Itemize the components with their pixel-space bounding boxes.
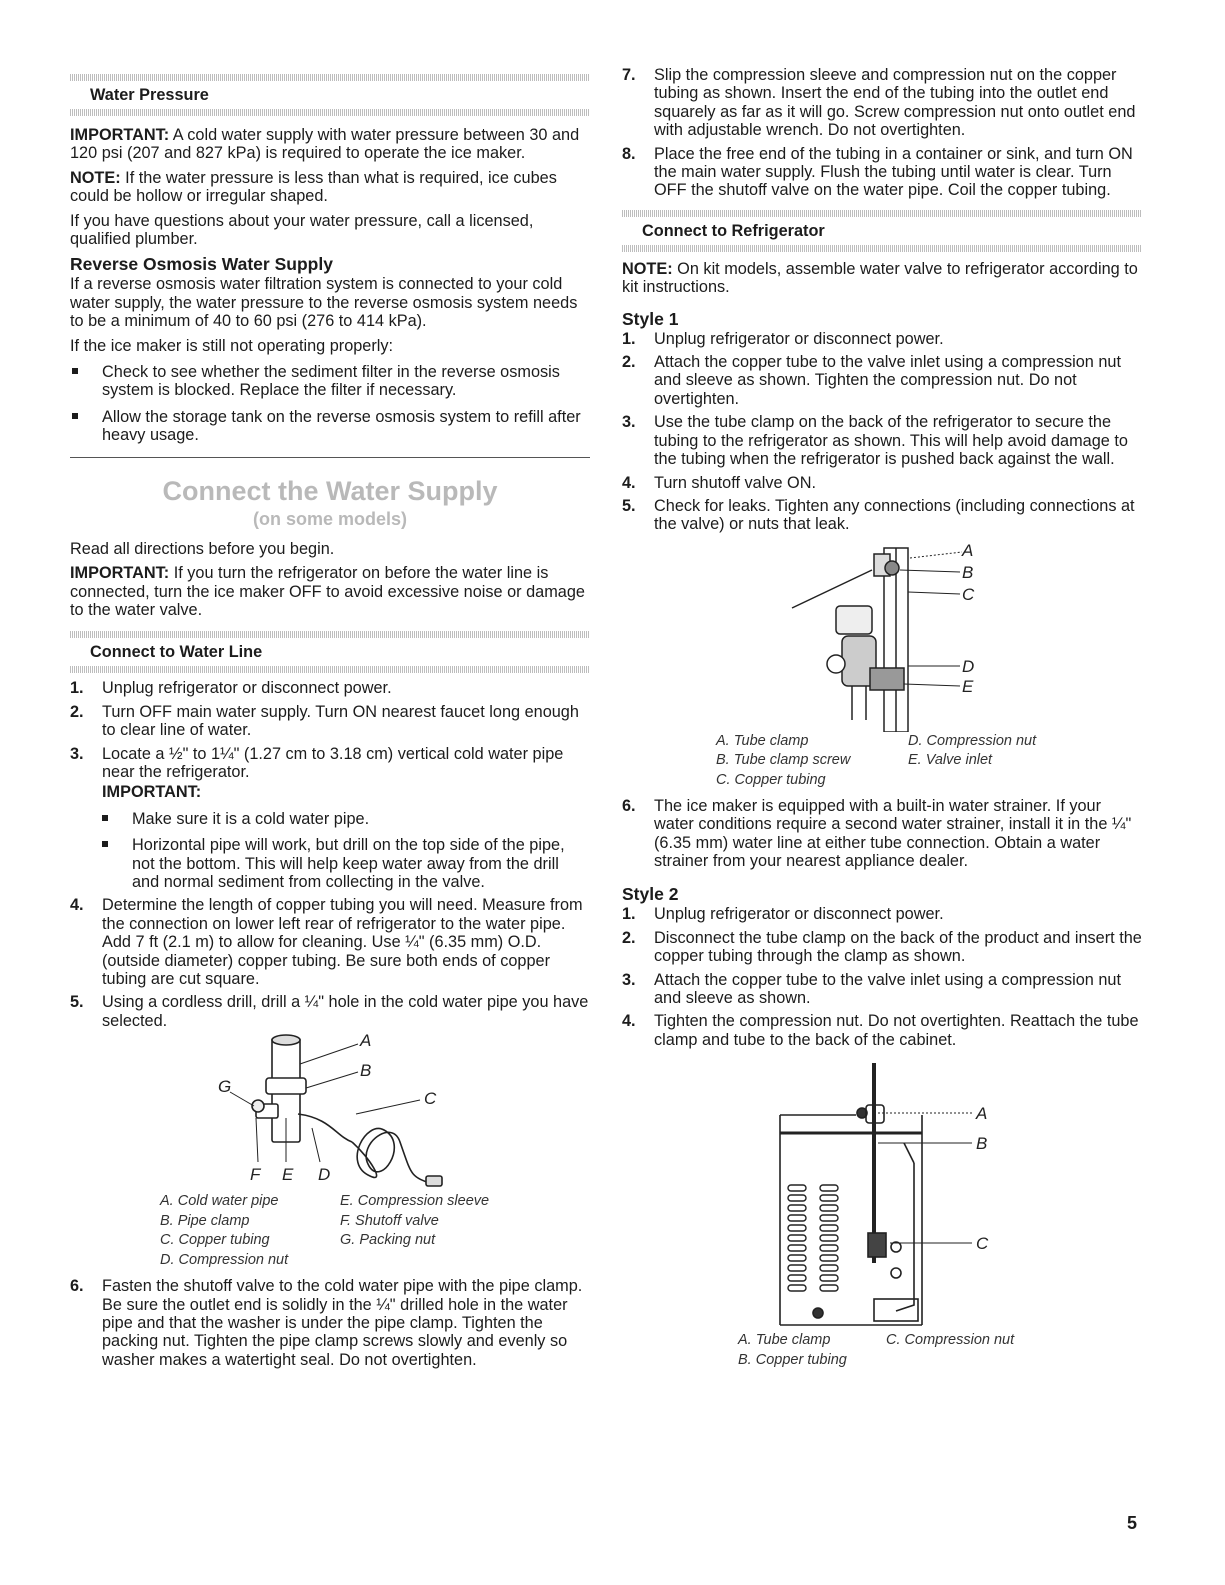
caption-column-right bbox=[908, 732, 1036, 771]
note-text: If the water pressure is less than what is required, ice cubes could be hollow or irregular shaped. bbox=[70, 168, 557, 206]
step-number: 6. bbox=[70, 1277, 84, 1296]
section-band bbox=[70, 631, 590, 638]
caption: C. Compression nut bbox=[886, 1332, 1015, 1349]
right-column bbox=[622, 66, 1142, 1375]
sub-bullets bbox=[100, 810, 590, 892]
caption: F. Shutoff valve bbox=[340, 1212, 439, 1229]
connect-supply-title: Connect the Water Supply bbox=[162, 475, 498, 506]
reverse-osmosis-p1: If a reverse osmosis water filtration system is connected to your cold water supply, the water pressure to the reverse osmosis system needs to be a minimum of 40 to 60 psi (276 to 414 kPa). bbox=[70, 275, 578, 331]
step-text: Unplug refrigerator or disconnect power. bbox=[654, 905, 944, 924]
shutoff-valve-illustration bbox=[70, 1034, 590, 1192]
caption-column-left bbox=[738, 1331, 847, 1370]
step-number: 3. bbox=[622, 413, 636, 432]
caption: A. Tube clamp bbox=[716, 732, 809, 749]
section-band bbox=[70, 666, 590, 673]
connect-supply-important bbox=[70, 564, 590, 619]
caption: C. Copper tubing bbox=[716, 771, 826, 788]
step-important-label: IMPORTANT: bbox=[102, 783, 202, 802]
list-item bbox=[622, 353, 1142, 408]
step-text: Tighten the compression nut. Do not overtighten. Reattach the tube clamp and tube to the back of the cabinet. bbox=[654, 1012, 1139, 1049]
water-line-steps bbox=[70, 679, 590, 1030]
left-column bbox=[70, 74, 590, 1369]
step-number: 2. bbox=[70, 702, 84, 721]
step-number: 3. bbox=[70, 744, 84, 763]
shutoff-valve-captions bbox=[70, 1192, 590, 1272]
style2-captions bbox=[622, 1331, 1142, 1375]
reverse-osmosis-heading: Reverse Osmosis Water Supply bbox=[70, 254, 333, 275]
step-text: Unplug refrigerator or disconnect power. bbox=[654, 329, 944, 348]
water-line-steps-continued bbox=[70, 1277, 590, 1369]
figure-letter-c: C bbox=[976, 1234, 989, 1254]
figure-letter-c: C bbox=[962, 584, 975, 604]
step-text: Locate a ½" to 1¼" (1.27 cm to 3.18 cm) vertical cold water pipe near the refrigerator. bbox=[102, 744, 564, 781]
style2-figure bbox=[622, 1063, 1142, 1331]
list-item bbox=[622, 929, 1142, 966]
caption: B. Pipe clamp bbox=[160, 1212, 250, 1229]
list-item bbox=[622, 413, 1142, 468]
step-text: Slip the compression sleeve and compression nut on the copper tubing as shown. Insert the end of the tubing into the outlet end squarely as far as it will go. Screw compression nut onto outlet end with adjustable wrench. Do not overtighten. bbox=[654, 66, 1136, 140]
step-text: Turn shutoff valve ON. bbox=[654, 473, 816, 492]
important-label: IMPORTANT: bbox=[70, 564, 170, 583]
figure-letter-e: E bbox=[282, 1165, 294, 1185]
list-item bbox=[70, 703, 590, 740]
figure-letter-b: B bbox=[360, 1061, 372, 1081]
water-pressure-important bbox=[70, 126, 590, 163]
step-number: 3. bbox=[622, 970, 636, 989]
section-divider bbox=[70, 457, 590, 458]
water-line-steps-right bbox=[622, 66, 1142, 200]
list-item bbox=[622, 145, 1142, 200]
figure-letter-c: C bbox=[424, 1089, 437, 1109]
page-number: 5 bbox=[1127, 1513, 1138, 1533]
step-text: Check for leaks. Tighten any connections (including connections at the valve) or nuts that leak. bbox=[654, 496, 1135, 534]
list-item bbox=[70, 1277, 590, 1369]
list-item: Horizontal pipe will work, but drill on the top side of the pipe, not the bottom. This will help keep water away from the drill and normal sediment from collecting in the valve. bbox=[100, 836, 590, 891]
caption: A. Cold water pipe bbox=[160, 1193, 279, 1210]
section-band bbox=[622, 210, 1142, 217]
caption-column-right bbox=[340, 1192, 489, 1251]
reverse-osmosis-p2: If the ice maker is still not operating properly: bbox=[70, 336, 394, 355]
caption-column-left bbox=[160, 1192, 288, 1270]
step-number: 2. bbox=[622, 353, 636, 372]
figure-letter-a: A bbox=[962, 540, 974, 560]
list-item bbox=[622, 971, 1142, 1008]
list-item bbox=[622, 66, 1142, 140]
caption: A. Tube clamp bbox=[738, 1332, 831, 1349]
water-line-heading: Connect to Water Line bbox=[90, 643, 263, 662]
list-item bbox=[622, 1012, 1142, 1049]
figure-letter-b: B bbox=[976, 1134, 988, 1154]
caption: B. Tube clamp screw bbox=[716, 752, 851, 769]
step-number: 2. bbox=[622, 928, 636, 947]
caption: D. Compression nut bbox=[908, 732, 1037, 749]
step-number: 8. bbox=[622, 144, 636, 163]
step-text: Fasten the shutoff valve to the cold water pipe with the pipe clamp. Be sure the outlet end is solidly in the ¼" drilled hole in the water pipe and that the washer is under the pipe clamp. Tighten the packing nut. Tighten the pipe clamp screws slowly and evenly so washer makes a watertight seal. Do not overtighten. bbox=[102, 1277, 583, 1369]
note-label: NOTE: bbox=[622, 259, 673, 278]
note-label: NOTE: bbox=[70, 168, 121, 187]
figure-letter-e: E bbox=[962, 676, 974, 696]
step-number: 5. bbox=[70, 993, 84, 1012]
step-text: Turn OFF main water supply. Turn ON nearest faucet long enough to clear line of water. bbox=[102, 702, 579, 740]
step-number: 1. bbox=[622, 329, 636, 348]
step-text: Unplug refrigerator or disconnect power. bbox=[102, 679, 392, 698]
style2-cabinet-illustration bbox=[622, 1063, 1142, 1331]
list-item: Make sure it is a cold water pipe. bbox=[100, 810, 590, 828]
caption: E. Compression sleeve bbox=[340, 1193, 490, 1210]
list-item bbox=[622, 330, 1142, 348]
step-text: Disconnect the tube clamp on the back of the product and insert the copper tubing through the clamp as shown. bbox=[654, 928, 1142, 966]
step-text: Use the tube clamp on the back of the refrigerator to secure the tubing to the refrigerator as shown. This will help avoid damage to the tubing when the refrigerator is pushed back against the wall. bbox=[654, 413, 1128, 469]
section-band bbox=[622, 245, 1142, 252]
step-number: 1. bbox=[622, 905, 636, 924]
connect-fridge-note bbox=[622, 260, 1142, 297]
list-item bbox=[622, 797, 1142, 871]
style1-heading: Style 1 bbox=[622, 308, 679, 329]
step-text: Using a cordless drill, drill a ¼" hole in the cold water pipe you have selected. bbox=[102, 993, 589, 1030]
style1-steps-continued bbox=[622, 797, 1142, 871]
figure-letter-f: F bbox=[250, 1165, 261, 1185]
list-item bbox=[70, 745, 590, 892]
figure-letter-a: A bbox=[360, 1034, 372, 1051]
step-number: 4. bbox=[70, 896, 84, 915]
style1-captions bbox=[622, 732, 1142, 792]
step-text: Attach the copper tube to the valve inlet using a compression nut and sleeve as shown. Tighten the compression nut. Do not overtighten. bbox=[654, 353, 1122, 408]
figure-letter-d: D bbox=[962, 656, 975, 676]
caption: C. Copper tubing bbox=[160, 1232, 270, 1249]
list-item bbox=[70, 896, 590, 988]
water-pressure-heading: Water Pressure bbox=[90, 86, 209, 104]
list-item: Allow the storage tank on the reverse osmosis system to refill after heavy usage. bbox=[70, 408, 590, 445]
shutoff-valve-figure bbox=[70, 1034, 590, 1192]
water-pressure-note bbox=[70, 169, 590, 206]
step-text: Attach the copper tube to the valve inlet using a compression nut and sleeve as shown. bbox=[654, 970, 1122, 1007]
style2-heading: Style 2 bbox=[622, 884, 679, 905]
step-text: Place the free end of the tubing in a container or sink, and turn ON the main water supply. Flush the tubing until water is clear. Turn OFF the shutoff valve on the water pipe. Coil the copper tubing. bbox=[654, 144, 1133, 200]
important-label: IMPORTANT: bbox=[70, 126, 170, 144]
connect-fridge-heading: Connect to Refrigerator bbox=[642, 221, 825, 240]
water-pressure-questions: If you have questions about your water pressure, call a licensed, qualified plumber. bbox=[70, 211, 534, 249]
caption-column-right bbox=[886, 1331, 1014, 1351]
list-item bbox=[622, 497, 1142, 534]
section-band bbox=[70, 109, 590, 116]
step-number: 4. bbox=[622, 1012, 636, 1031]
step-number: 7. bbox=[622, 66, 636, 84]
figure-letter-d: D bbox=[318, 1165, 331, 1185]
list-item bbox=[70, 679, 590, 697]
caption-column-left bbox=[716, 732, 850, 791]
caption: D. Compression nut bbox=[160, 1251, 289, 1268]
figure-letter-g: G bbox=[218, 1077, 232, 1097]
reverse-osmosis-bullets bbox=[70, 363, 590, 445]
list-item: Check to see whether the sediment filter in the reverse osmosis system is blocked. Replace the filter if necessary. bbox=[70, 363, 590, 400]
style1-figure bbox=[622, 540, 1142, 732]
style2-steps bbox=[622, 905, 1142, 1049]
step-text: Determine the length of copper tubing you will need. Measure from the connection on lower left rear of refrigerator to the water pipe. Add 7 ft (2.1 m) to allow for cleaning. Use ¼" (6.35 mm) O.D. (outside diameter) copper tubing. Be sure both ends of copper tubing are cut square. bbox=[102, 896, 583, 988]
list-item bbox=[622, 474, 1142, 492]
caption: G. Packing nut bbox=[340, 1232, 436, 1249]
step-number: 4. bbox=[622, 473, 636, 492]
list-item bbox=[622, 905, 1142, 923]
list-item bbox=[70, 993, 590, 1030]
step-text: The ice maker is equipped with a built-in water strainer. If your water conditions require a second water strainer, install it in the ¼" (6.35 mm) water line at either tube connection. Obtain a water strainer from your nearest appliance dealer. bbox=[654, 796, 1132, 870]
connect-supply-subtitle: (on some models) bbox=[252, 508, 408, 529]
section-band bbox=[70, 74, 590, 81]
figure-letter-b: B bbox=[962, 562, 974, 582]
caption: E. Valve inlet bbox=[908, 752, 993, 769]
figure-letter-a: A bbox=[976, 1104, 988, 1124]
style1-valve-illustration bbox=[622, 540, 1142, 732]
read-all-directions: Read all directions before you begin. bbox=[70, 539, 335, 558]
note-text: On kit models, assemble water valve to refrigerator according to kit instructions. bbox=[622, 259, 1138, 297]
step-number: 1. bbox=[70, 679, 84, 698]
step-number: 6. bbox=[622, 796, 636, 815]
important-text: A cold water supply with water pressure between 30 and 120 psi (207 and 827 kPa) is required to operate the ice maker. bbox=[70, 126, 580, 163]
important-text: If you turn the refrigerator on before the water line is connected, turn the ice maker OFF to avoid excessive noise or damage to the water valve. bbox=[70, 564, 585, 619]
style1-steps bbox=[622, 330, 1142, 534]
caption: B. Copper tubing bbox=[738, 1351, 847, 1368]
step-number: 5. bbox=[622, 496, 636, 515]
